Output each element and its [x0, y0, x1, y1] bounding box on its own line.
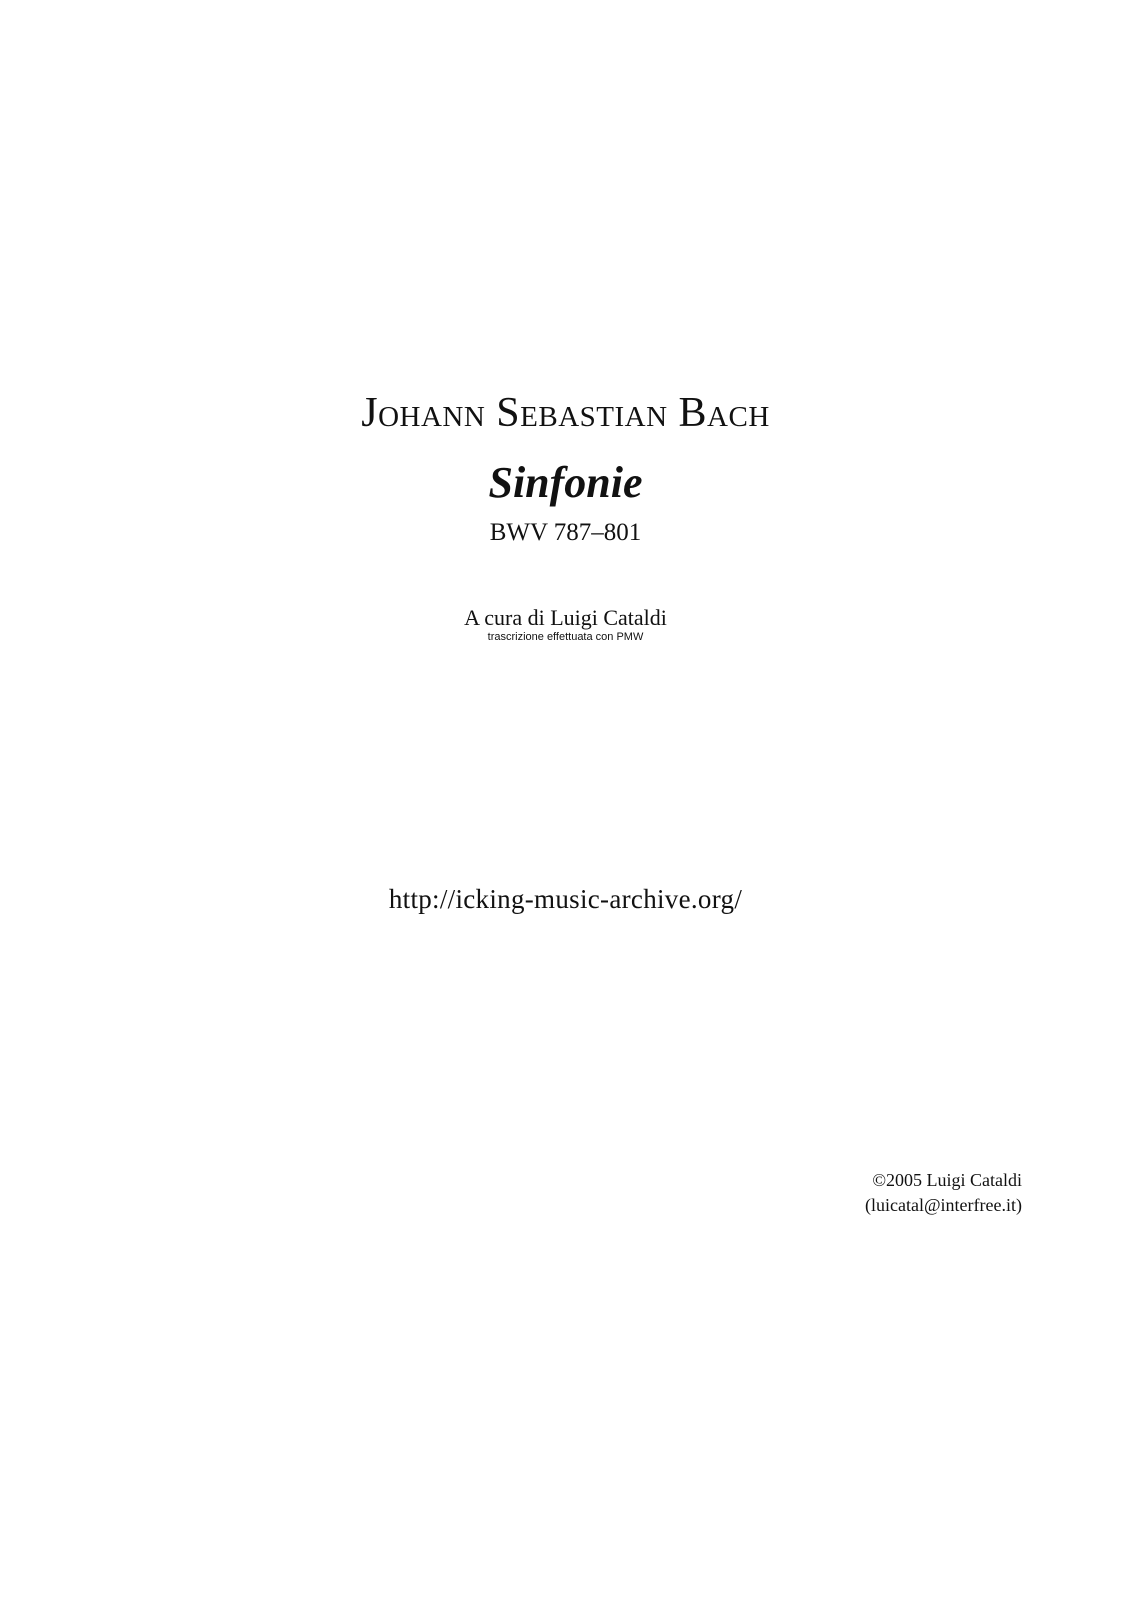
composer-name: Johann Sebastian Bach: [361, 390, 770, 436]
work-title: Sinfonie: [488, 458, 643, 507]
copyright-block: [865, 1168, 1022, 1218]
transcription-note: trascrizione effettuata con PMW: [487, 631, 644, 643]
editor-credit: A cura di Luigi Cataldi: [464, 605, 667, 630]
catalog-number: BWV 787–801: [489, 519, 642, 546]
copyright-notice: ©2005 Luigi Cataldi: [872, 1170, 1022, 1190]
contact-email[interactable]: (luicatal@interfree.it): [865, 1195, 1022, 1215]
archive-url[interactable]: http://icking-music-archive.org/: [388, 884, 743, 914]
